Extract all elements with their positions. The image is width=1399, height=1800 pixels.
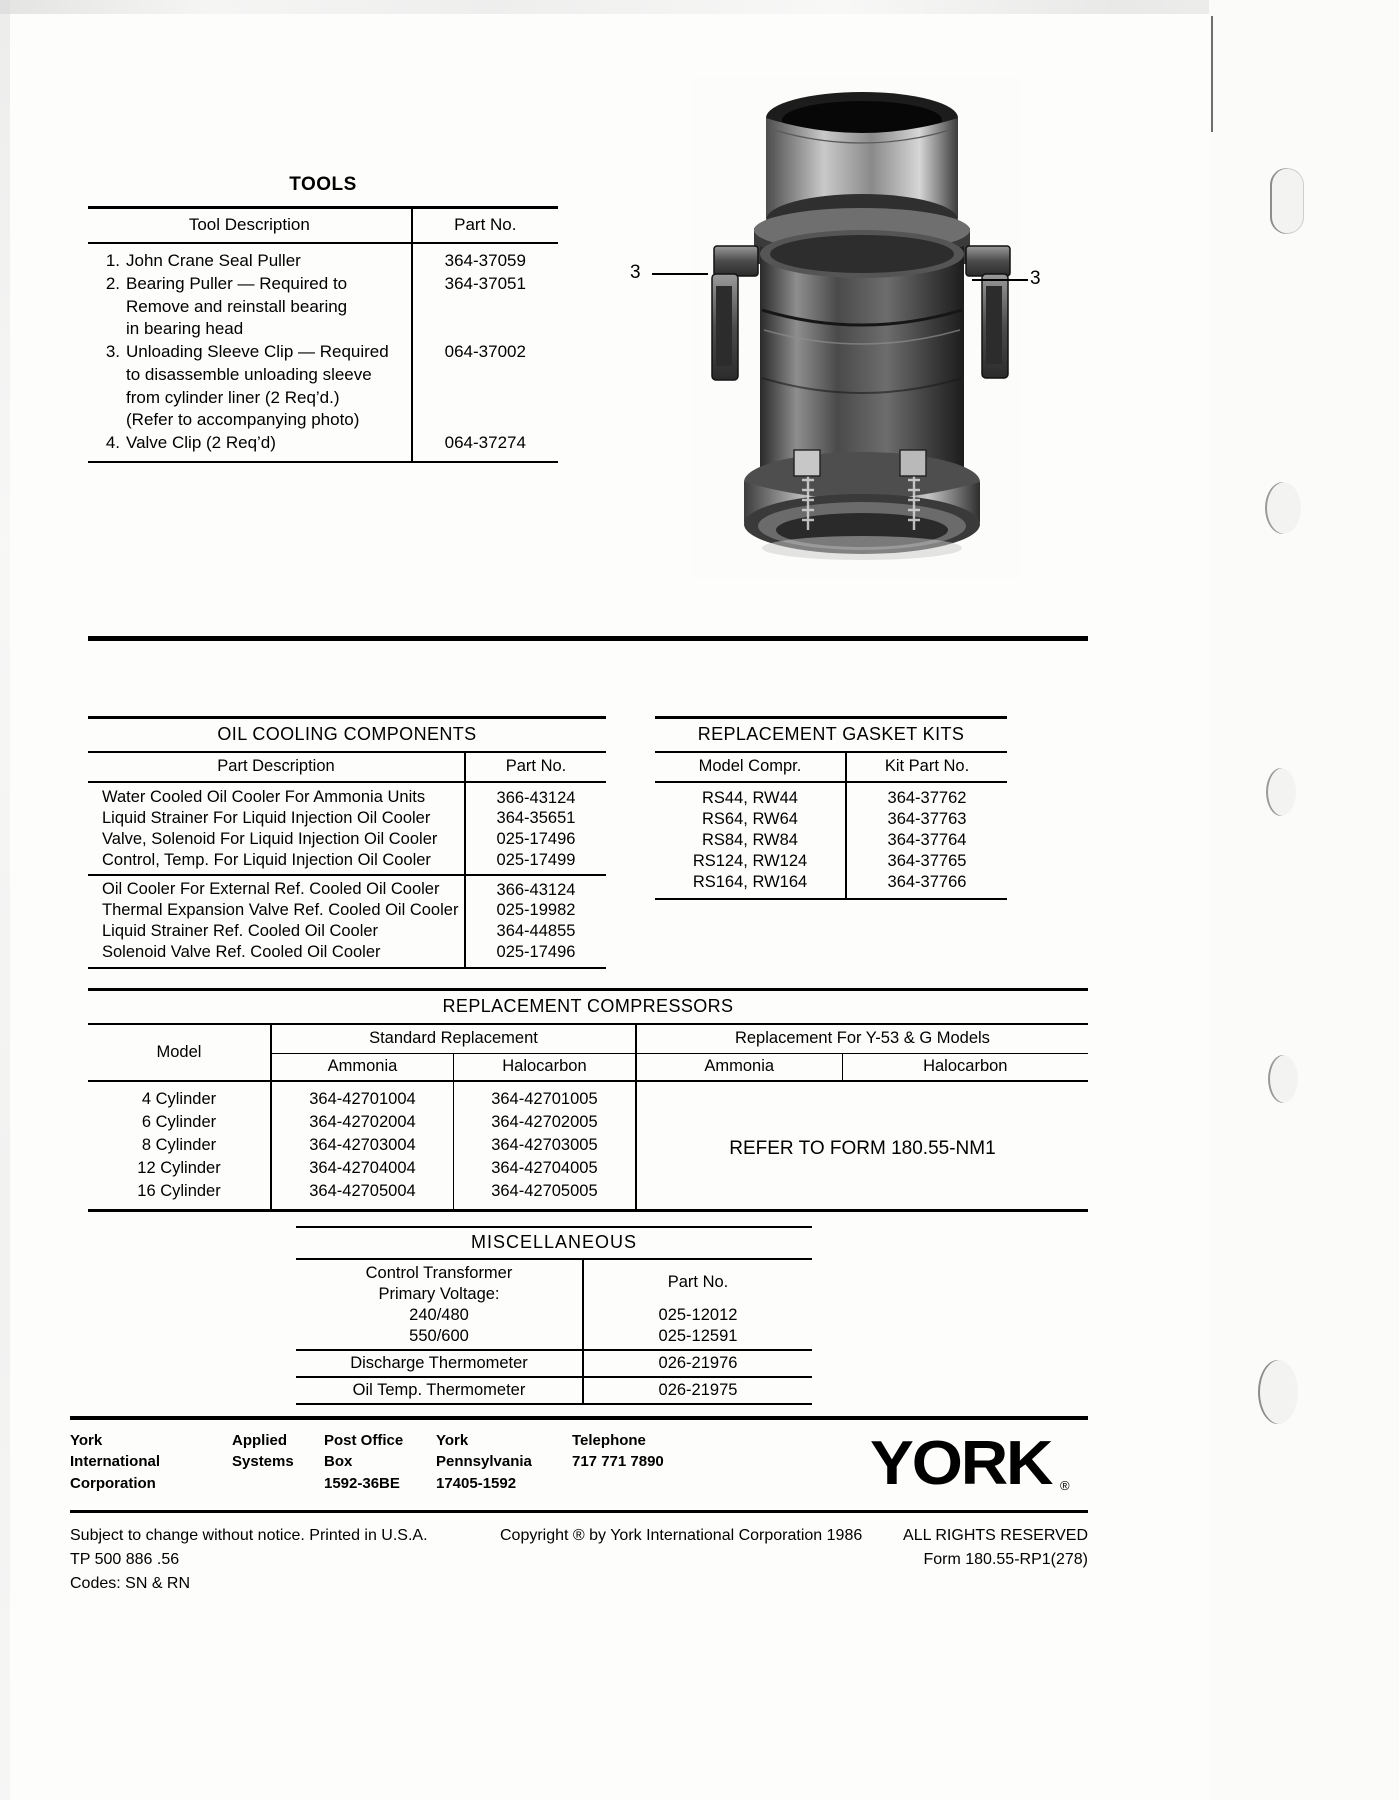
table-row <box>88 829 606 850</box>
spacer <box>413 364 558 387</box>
tool-description: Bearing Puller — Required to <box>126 273 348 293</box>
part-description: Liquid Strainer For Liquid Injection Oil Cooler <box>102 809 431 827</box>
callout-number: 3 <box>1030 268 1041 289</box>
tool-index: 1. <box>105 251 120 270</box>
legal-form-number: Form 180.55-RP1(278) <box>923 1551 1088 1568</box>
spacer <box>413 387 558 410</box>
misc-header-transformer-line2: Primary Voltage: <box>378 1285 500 1303</box>
tool-description-cont: (Refer to accompanying photo) <box>126 410 360 430</box>
compressor-part-halocarbon: 364-42704005 <box>453 1157 635 1180</box>
component-photograph <box>690 78 1020 578</box>
tools-descriptions-cell <box>88 243 412 462</box>
model-compr: RS44, RW44 <box>702 789 798 807</box>
address-po-line1: Post Office <box>324 1432 404 1449</box>
part-description: Control, Temp. For Liquid Injection Oil Cooler <box>102 851 431 869</box>
compressor-model: 12 Cylinder <box>88 1157 271 1180</box>
address-table <box>70 1430 664 1494</box>
table-row <box>88 808 606 829</box>
table-caption-row <box>88 990 1088 1025</box>
tool-part-number: 064-37002 <box>444 342 526 362</box>
compressor-part-ammonia: 364-42704004 <box>309 1159 416 1177</box>
table-row <box>88 942 606 968</box>
compressor-model: 8 Cylinder <box>88 1134 271 1157</box>
table-caption-row <box>655 718 1007 753</box>
tool-description-cont: in bearing head <box>126 319 244 339</box>
tools-section <box>88 174 558 463</box>
compressor-part-halocarbon: 364-42703005 <box>453 1134 635 1157</box>
tool-description-cont: Remove and reinstall bearing <box>126 296 348 316</box>
compressors-refer-note-cell <box>636 1081 1088 1211</box>
table-caption-row <box>88 718 606 753</box>
legal-copyright: Copyright ® by York International Corporation 1986 <box>500 1527 863 1544</box>
callout-number: 3 <box>630 262 641 283</box>
misc-part-number: 026-21976 <box>583 1350 812 1377</box>
address-empty <box>232 1473 324 1494</box>
compressors-title: REPLACEMENT COMPRESSORS <box>88 990 1088 1025</box>
compressor-part-ammonia: 364-42705004 <box>309 1182 416 1200</box>
list-item <box>98 273 405 296</box>
legal-empty <box>500 1548 896 1572</box>
address-telephone-label: Telephone <box>572 1432 646 1449</box>
compressors-sub-ammonia-y53g: Ammonia <box>636 1054 842 1082</box>
table-header-row <box>88 208 558 244</box>
address-empty <box>572 1473 664 1494</box>
part-number: 366-43124 <box>465 782 606 808</box>
compressors-sub-ammonia-std: Ammonia <box>271 1054 453 1082</box>
unloading-sleeve-clip-photo <box>690 78 1020 578</box>
compressor-part-halocarbon: 364-42701005 <box>453 1081 635 1111</box>
tools-col-partno: Part No. <box>412 208 558 244</box>
table-row <box>655 782 1007 809</box>
tools-col-description: Tool Description <box>88 208 412 244</box>
address-row <box>70 1473 664 1494</box>
table-header-row <box>296 1259 812 1284</box>
address-division-line2: Systems <box>232 1453 294 1471</box>
scan-margin-right <box>1209 0 1399 1800</box>
address-zip: 17405-1592 <box>436 1474 517 1492</box>
gasket-col-kitpartno: Kit Part No. <box>846 752 1007 782</box>
table-row <box>88 875 606 900</box>
gasket-kits-table <box>655 716 1007 900</box>
scan-edge-top <box>0 0 1399 14</box>
address-city-line1: York <box>436 1432 469 1449</box>
legal-row <box>70 1572 1088 1596</box>
miscellaneous-table <box>296 1226 812 1405</box>
address-row <box>70 1430 664 1451</box>
miscellaneous-title: MISCELLANEOUS <box>296 1227 812 1259</box>
spacer <box>413 409 558 432</box>
replacement-compressors-table <box>88 988 1088 1212</box>
binder-hole <box>1258 1360 1298 1424</box>
misc-header-transformer-line1: Control Transformer <box>365 1264 513 1282</box>
tool-description: Unloading Sleeve Clip — Required <box>126 342 389 362</box>
compressor-part-halocarbon: 364-42705005 <box>453 1180 635 1211</box>
part-number: 364-35651 <box>465 808 606 829</box>
callout-leader-line <box>652 273 708 275</box>
tool-index: 3. <box>105 342 120 362</box>
oil-col-description: Part Description <box>88 752 465 782</box>
address-po-line3: 1592-36BE <box>324 1474 400 1492</box>
compressors-sub-halocarbon-y53g: Halocarbon <box>842 1054 1088 1082</box>
compressors-col-model: Model <box>88 1024 271 1081</box>
gasket-kits-section <box>655 716 1007 900</box>
address-company-line1: York <box>70 1432 103 1449</box>
miscellaneous-section <box>296 1226 812 1405</box>
tool-index: 4. <box>105 433 120 453</box>
part-description: Oil Cooler For External Ref. Cooled Oil Cooler <box>88 875 465 900</box>
refer-to-form-note: REFER TO FORM 180.55-NM1 <box>729 1137 996 1159</box>
table-row <box>655 809 1007 830</box>
tool-part-number: 064-37274 <box>444 433 526 453</box>
misc-label: 240/480 <box>409 1306 469 1324</box>
compressor-part-ammonia: 364-42701004 <box>309 1090 416 1108</box>
replacement-compressors-section <box>88 988 1088 1212</box>
table-bottom-rule <box>88 462 558 463</box>
table-row <box>296 1326 812 1350</box>
table-row <box>88 900 606 921</box>
york-logo: YORK <box>870 1429 1052 1498</box>
tool-part-number: 364-37059 <box>444 251 526 270</box>
model-compr: RS64, RW64 <box>702 810 798 828</box>
table-row <box>655 872 1007 899</box>
tool-description-cont: from cylinder liner (2 Req’d.) <box>126 387 340 407</box>
kit-part-number: 364-37762 <box>846 782 1007 809</box>
misc-part-number: 025-12012 <box>583 1305 812 1326</box>
model-compr: RS124, RW124 <box>692 852 808 870</box>
table-row <box>88 243 558 462</box>
table-header-row <box>655 752 1007 782</box>
legal-block <box>70 1524 1088 1596</box>
binder-hole <box>1270 168 1304 234</box>
binder-hole <box>1268 1055 1298 1103</box>
address-city-line2: Pennsylvania <box>436 1453 532 1471</box>
legal-codes: Codes: SN & RN <box>70 1575 191 1592</box>
misc-label: 550/600 <box>409 1327 469 1345</box>
table-row <box>88 782 606 808</box>
callout-label-right <box>1030 268 1041 290</box>
list-item <box>98 341 405 364</box>
oil-cooling-table <box>88 716 606 969</box>
scan-edge-left <box>0 0 10 1800</box>
table-group-header-row <box>88 1024 1088 1054</box>
footer-divider <box>70 1416 1088 1420</box>
compressors-group-standard: Standard Replacement <box>271 1024 636 1054</box>
table-row <box>655 830 1007 851</box>
model-compr: RS164, RW164 <box>655 872 846 899</box>
misc-label: Oil Temp. Thermometer <box>296 1377 583 1404</box>
part-number: 366-43124 <box>465 875 606 900</box>
table-row <box>88 1081 1088 1111</box>
oil-col-partno: Part No. <box>465 752 606 782</box>
model-compr: RS84, RW84 <box>702 831 798 849</box>
kit-part-number: 364-37765 <box>846 851 1007 872</box>
compressor-model: 4 Cylinder <box>88 1081 271 1111</box>
callout-leader-line <box>972 279 1028 281</box>
compressors-group-y53g: Replacement For Y-53 & G Models <box>636 1024 1088 1054</box>
tools-table <box>88 206 558 463</box>
compressor-part-halocarbon: 364-42702005 <box>453 1111 635 1134</box>
address-division-line1: Applied <box>232 1432 287 1449</box>
compressor-model: 16 Cylinder <box>88 1180 271 1211</box>
address-telephone-number: 717 771 7890 <box>572 1453 664 1471</box>
gasket-col-model: Model Compr. <box>655 752 846 782</box>
compressor-model: 6 Cylinder <box>88 1111 271 1134</box>
table-header-row <box>88 752 606 782</box>
table-row <box>88 850 606 875</box>
registered-trademark-mark: ® <box>1060 1478 1070 1493</box>
spacer <box>413 296 558 319</box>
company-address-block <box>70 1430 664 1494</box>
tool-part-number: 364-37051 <box>444 273 526 293</box>
part-description: Valve, Solenoid For Liquid Injection Oil Cooler <box>102 830 438 848</box>
tool-description: John Crane Seal Puller <box>126 251 301 270</box>
tool-index: 2. <box>105 273 120 293</box>
table-row <box>296 1350 812 1377</box>
kit-part-number: 364-37763 <box>846 809 1007 830</box>
part-description: Liquid Strainer Ref. Cooled Oil Cooler <box>102 922 379 940</box>
part-number: 025-17496 <box>465 942 606 968</box>
binder-hole <box>1265 482 1301 534</box>
part-description: Water Cooled Oil Cooler For Ammonia Units <box>102 788 426 806</box>
part-description: Thermal Expansion Valve Ref. Cooled Oil Cooler <box>102 901 459 919</box>
part-number: 364-44855 <box>465 921 606 942</box>
spacer <box>413 318 558 341</box>
part-description: Solenoid Valve Ref. Cooled Oil Cooler <box>88 942 465 968</box>
part-number: 025-17496 <box>465 829 606 850</box>
address-row <box>70 1451 664 1472</box>
compressor-part-ammonia: 364-42702004 <box>309 1113 416 1131</box>
misc-part-number: 025-12591 <box>583 1326 812 1350</box>
binder-hole <box>1266 768 1296 816</box>
part-number: 025-19982 <box>465 900 606 921</box>
list-item <box>98 250 405 273</box>
tool-description: Valve Clip (2 Req’d) <box>126 433 276 453</box>
legal-divider <box>70 1510 1088 1513</box>
address-company-line2: International <box>70 1453 161 1471</box>
legal-all-rights-reserved: ALL RIGHTS RESERVED <box>903 1527 1088 1544</box>
table-row <box>88 921 606 942</box>
part-number: 025-17499 <box>465 850 606 875</box>
page-edge-line <box>1211 16 1213 132</box>
gasket-kits-title: REPLACEMENT GASKET KITS <box>655 718 1007 753</box>
table-row <box>296 1305 812 1326</box>
compressors-sub-halocarbon-std: Halocarbon <box>453 1054 635 1082</box>
tools-title: TOOLS <box>289 174 357 195</box>
callout-label-left <box>630 262 641 284</box>
legal-tp-code: TP 500 886 .56 <box>70 1551 180 1568</box>
oil-cooling-section <box>88 716 606 969</box>
misc-label: Discharge Thermometer <box>296 1350 583 1377</box>
list-item <box>98 432 405 455</box>
misc-part-number: 026-21975 <box>583 1377 812 1404</box>
compressor-part-ammonia: 364-42703004 <box>309 1136 416 1154</box>
tools-partnumbers-cell <box>412 243 558 462</box>
kit-part-number: 364-37764 <box>846 830 1007 851</box>
misc-col-partno: Part No. <box>583 1259 812 1305</box>
table-bottom-rule <box>88 1211 1088 1213</box>
legal-subject-to-change: Subject to change without notice. Printed in U.S.A. <box>70 1527 428 1544</box>
kit-part-number: 364-37766 <box>846 872 1007 899</box>
table-row <box>655 851 1007 872</box>
table-caption-row <box>296 1227 812 1259</box>
section-divider <box>88 636 1088 641</box>
legal-row <box>70 1548 1088 1572</box>
tool-description-cont: to disassemble unloading sleeve <box>126 364 372 384</box>
table-row <box>296 1377 812 1404</box>
address-company-line3: Corporation <box>70 1474 156 1492</box>
address-po-line2: Box <box>324 1453 353 1471</box>
oil-cooling-title: OIL COOLING COMPONENTS <box>88 718 606 753</box>
legal-row <box>70 1524 1088 1548</box>
